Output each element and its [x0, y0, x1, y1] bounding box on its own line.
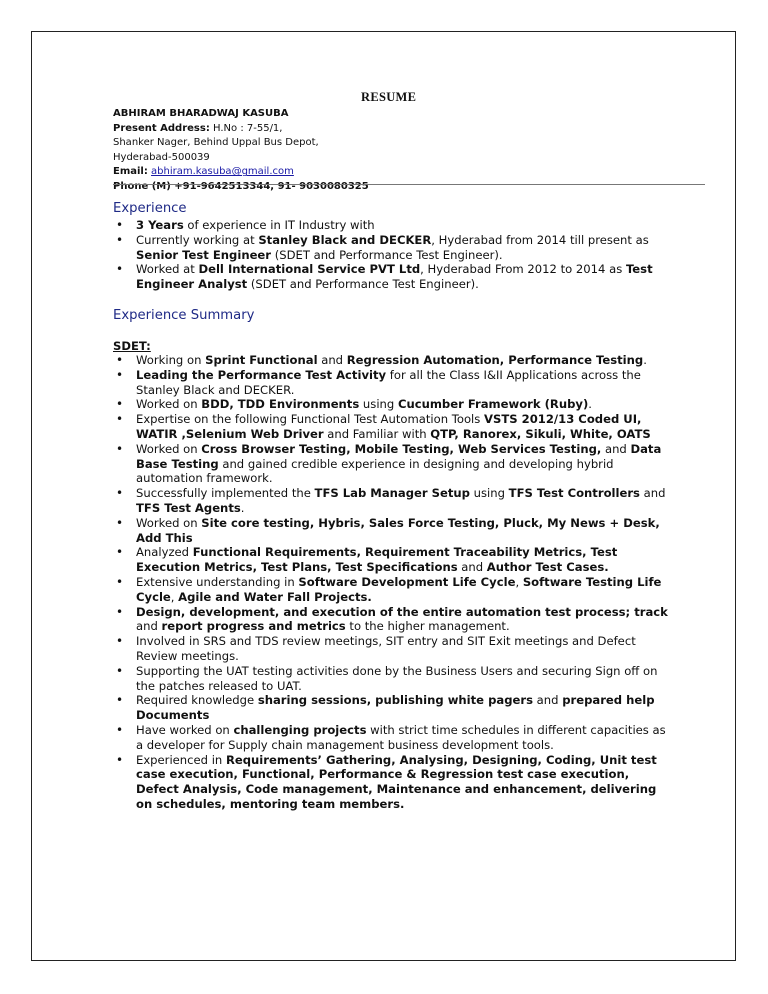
text-run: ,	[170, 589, 179, 604]
candidate-name: ABHIRAM BHARADWAJ KASUBA	[113, 108, 289, 119]
bold-text: Design, development, and execution of the entire automation test process; track	[136, 604, 668, 619]
list-item	[113, 693, 673, 723]
bold-text: Author Test Cases.	[486, 560, 609, 575]
text-run: (SDET and Performance Test Engineer).	[271, 247, 503, 262]
bold-text: TFS Test Controllers	[508, 486, 640, 501]
bold-text: Regression Automation, Performance Testing	[346, 353, 644, 367]
address-line-3: Hyderabad-500039	[113, 151, 210, 163]
list-item	[113, 412, 673, 442]
text-run: to the higher management.	[345, 619, 510, 634]
text-run: ,	[515, 574, 523, 589]
text-run: Have worked on	[136, 722, 234, 737]
bold-text: Test Engineer Analyst	[136, 262, 653, 292]
list-item	[113, 753, 673, 812]
text-run: , Hyderabad from 2014 till present as	[431, 232, 649, 247]
text-run: Worked at	[136, 262, 199, 277]
text-run: (SDET and Performance Test Engineer).	[247, 277, 479, 292]
text-run: Worked on	[136, 515, 202, 530]
list-item	[113, 486, 673, 516]
list-item	[113, 634, 673, 664]
text-run: Involved in SRS and TDS review meetings, SIT entry and SIT Exit meetings and Defect Review meetings.	[136, 634, 636, 663]
list-item	[113, 723, 673, 753]
experience-summary-heading: Experience Summary	[113, 308, 255, 323]
bold-text: Dell International Service PVT Ltd	[198, 262, 421, 277]
list-item	[113, 353, 673, 368]
text-run: Worked on	[136, 397, 202, 412]
resume-title: RESUME	[361, 90, 417, 104]
bold-text: challenging projects	[233, 722, 367, 737]
email-line: Email: abhiram.kasuba@gmail.com	[113, 166, 294, 178]
list-item	[113, 218, 673, 233]
bold-text: Agile and Water Fall Projects.	[178, 589, 372, 604]
bold-text: Stanley Black and DECKER	[258, 232, 432, 247]
bold-text: prepared help Documents	[136, 693, 655, 723]
summary-list	[113, 353, 673, 812]
text-run: and Familiar with	[323, 426, 431, 441]
bold-text: TFS Test Agents	[136, 500, 241, 515]
bold-text: report progress and metrics	[161, 619, 346, 634]
bold-text: BDD, TDD Environments	[201, 397, 360, 412]
address-line-1: Present Address: H.No : 7-55/1,	[113, 122, 283, 134]
text-run: Successfully implemented the	[136, 486, 315, 501]
text-run: Experienced in	[136, 752, 226, 767]
text-run: and	[601, 441, 631, 456]
text-run: and	[317, 353, 347, 367]
text-run: .	[643, 353, 647, 367]
text-run: with strict time schedules in different capacities as a developer for Supply chain management business development tools.	[136, 722, 666, 752]
experience-heading: Experience	[113, 201, 187, 216]
list-item	[113, 664, 673, 694]
list-item	[113, 262, 673, 292]
bold-text: Sprint Functional	[205, 353, 318, 367]
list-item	[113, 368, 673, 398]
list-item	[113, 233, 673, 263]
text-run: using	[359, 397, 398, 412]
bold-text: QTP, Ranorex, Sikuli, White, OATS	[430, 426, 651, 441]
text-run: and	[136, 619, 162, 634]
text-run: and	[639, 486, 666, 501]
bold-text: VSTS 2012/13 Coded UI, WATIR ,Selenium Web Driver	[136, 412, 642, 441]
bold-text: Leading the Performance Test Activity	[136, 367, 387, 382]
bold-text: Cross Browser Testing, Mobile Testing, Web Services Testing,	[201, 441, 602, 456]
text-run: Extensive understanding in	[136, 574, 299, 589]
list-item	[113, 545, 673, 575]
address-line-2: Shanker Nager, Behind Uppal Bus Depot,	[113, 137, 319, 149]
text-run: for all the Class I&II Applications across the Stanley Black and DECKER.	[136, 367, 641, 397]
text-run: and	[457, 560, 487, 575]
list-item	[113, 442, 673, 486]
bold-text: Software Testing Life Cycle	[136, 574, 662, 604]
bold-text: sharing sessions, publishing white pagers	[257, 693, 533, 708]
bold-text: Requirements’ Gathering, Analysing, Designing, Coding, Unit test case execution, Functional, Performance & Regression test case execution, Defect Analysis, Code management, Maintenance and enhancement, delivering on schedules, mentoring team members.	[136, 752, 657, 811]
header-divider	[113, 184, 705, 185]
list-item	[113, 516, 673, 546]
text-run: and	[533, 693, 563, 708]
text-run: Required knowledge	[136, 693, 258, 708]
bold-text: 3 Years	[136, 218, 184, 232]
bold-text: Cucumber Framework (Ruby)	[397, 397, 589, 412]
bold-text: Site core testing, Hybris, Sales Force Testing, Pluck, My News + Desk, Add This	[136, 515, 660, 545]
bold-text: Software Development Life Cycle	[298, 574, 516, 589]
bold-text: Functional Requirements, Requirement Traceability Metrics, Test Execution Metrics, Test Plans, Test Specifications	[136, 545, 618, 575]
phone-line: Phone (M) +91-9642513344, 91- 9030080325	[113, 180, 369, 192]
text-run: of experience in IT Industry with	[183, 218, 375, 232]
sdet-subheading: SDET:	[113, 339, 151, 353]
text-run: Expertise on the following Functional Test Automation Tools	[136, 412, 485, 427]
text-run: .	[588, 397, 592, 412]
text-run: , Hyderabad From 2012 to 2014 as	[420, 262, 626, 277]
text-run: using	[469, 486, 509, 501]
text-run: .	[240, 500, 245, 515]
text-run: Currently working at	[136, 232, 259, 247]
list-item	[113, 397, 673, 412]
email-link[interactable]: abhiram.kasuba@gmail.com	[151, 166, 294, 178]
bold-text: Senior Test Engineer	[136, 247, 272, 262]
bold-text: TFS Lab Manager Setup	[314, 486, 470, 501]
text-run: Analyzed	[136, 545, 193, 560]
experience-list	[113, 218, 673, 292]
text-run: and gained credible experience in designing and developing hybrid automation framework.	[136, 456, 614, 486]
bold-text: Data Base Testing	[136, 441, 662, 471]
text-run: Supporting the UAT testing activities done by the Business Users and securing Sign off on the patches released to UAT.	[136, 663, 658, 693]
contact-header	[113, 107, 369, 195]
list-item	[113, 575, 673, 605]
text-run: Worked on	[136, 441, 202, 456]
text-run: Working on	[136, 353, 206, 367]
list-item	[113, 605, 673, 635]
